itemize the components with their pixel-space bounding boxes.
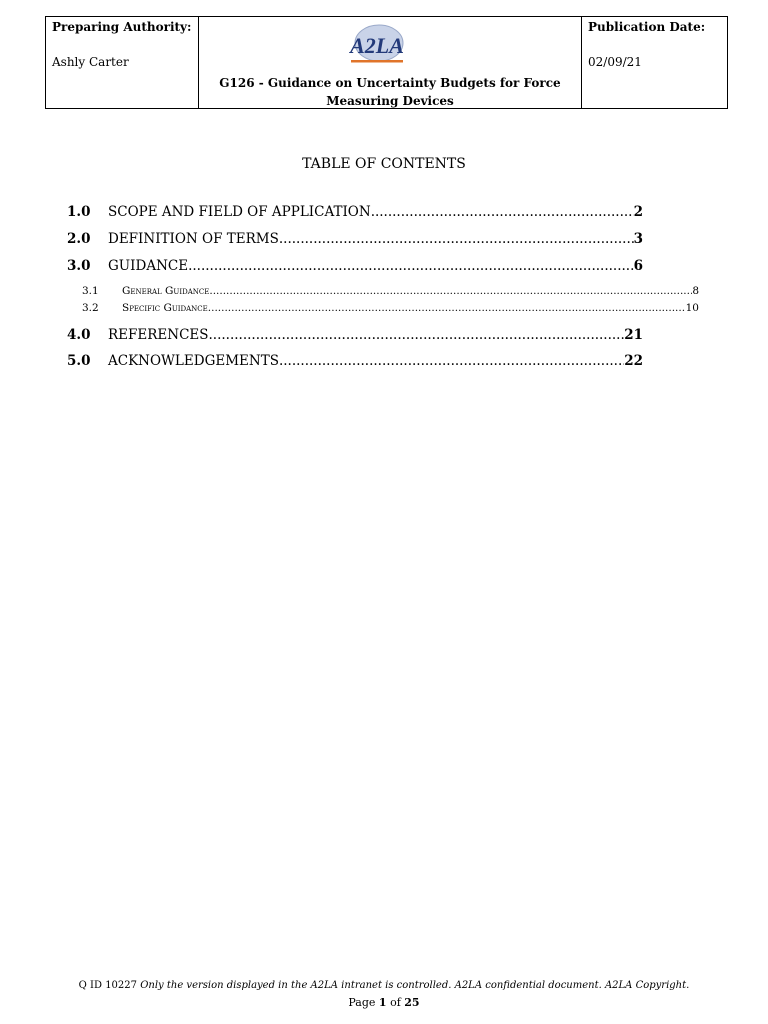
page-total: 25 — [404, 996, 420, 1009]
toc-entry-number: 1.0 — [67, 204, 91, 220]
page-of: of — [390, 996, 401, 1009]
toc-entry-title: General Guidance — [122, 285, 210, 297]
toc-entry-title: ACKNOWLEDGEMENTS — [108, 353, 279, 369]
toc-leader-dots — [209, 285, 692, 297]
publication-date-label: Publication Date: — [588, 20, 706, 34]
toc-entry-number: 3.0 — [67, 258, 91, 274]
preparing-authority-cell — [46, 17, 199, 108]
a2la-logo — [345, 23, 409, 67]
toc-entry-page: 6 — [633, 258, 643, 274]
toc-leader-dots — [371, 204, 634, 220]
document-header-table — [45, 16, 728, 109]
toc-entry-number: 3.1 — [82, 285, 99, 297]
toc-heading: TABLE OF CONTENTS — [302, 156, 466, 172]
toc-entry-page: 8 — [692, 285, 699, 297]
toc-entry-number: 3.2 — [82, 302, 99, 314]
toc-entry-page: 2 — [633, 204, 643, 220]
toc-leader-dots — [208, 302, 686, 314]
toc-entry-number: 4.0 — [67, 327, 91, 343]
logo-text: A2LA — [350, 33, 404, 58]
page-current: 1 — [378, 996, 387, 1009]
footer-control-note: Only the version displayed in the A2LA intranet is controlled. A2LA confidential document. A2LA Copyright. — [140, 980, 690, 991]
toc-entry[interactable] — [67, 327, 643, 343]
toc-leader-dots — [279, 231, 634, 247]
page-word: Page — [348, 996, 376, 1009]
toc-entry[interactable] — [67, 204, 643, 220]
toc-entry-title: SCOPE AND FIELD OF APPLICATION — [108, 204, 371, 220]
document-title: G126 - Guidance on Uncertainty Budgets for Force Measuring Devices — [219, 76, 561, 108]
preparing-authority-label: Preparing Authority: — [52, 20, 192, 34]
toc-entry[interactable] — [67, 353, 643, 369]
toc-entry[interactable] — [67, 258, 643, 274]
page-number — [0, 996, 768, 1009]
preparing-authority-value: Ashly Carter — [52, 55, 129, 69]
toc-entry-title: GUIDANCE — [108, 258, 189, 274]
toc-entry-title: DEFINITION OF TERMS — [108, 231, 279, 247]
toc-subentry[interactable] — [82, 285, 699, 297]
footer-notice — [0, 980, 768, 991]
title-cell — [199, 17, 582, 108]
toc-entry-page: 22 — [624, 353, 643, 369]
toc-leader-dots — [209, 327, 625, 343]
toc-subentry[interactable] — [82, 302, 699, 314]
toc-entry-page: 10 — [685, 302, 699, 314]
toc-entry-number: 5.0 — [67, 353, 91, 369]
toc-leader-dots — [279, 353, 624, 369]
toc-entry-page: 3 — [633, 231, 643, 247]
toc-entry-title: Specific Guidance — [122, 302, 208, 314]
toc-entry-page: 21 — [624, 327, 643, 343]
toc-entry-number: 2.0 — [67, 231, 91, 247]
toc-leader-dots — [188, 258, 634, 274]
publication-date-cell — [582, 17, 727, 108]
publication-date-value: 02/09/21 — [588, 55, 642, 69]
footer-qid: Q ID 10227 — [78, 980, 138, 991]
toc-entry[interactable] — [67, 231, 643, 247]
toc-entry-title: REFERENCES — [108, 327, 209, 343]
